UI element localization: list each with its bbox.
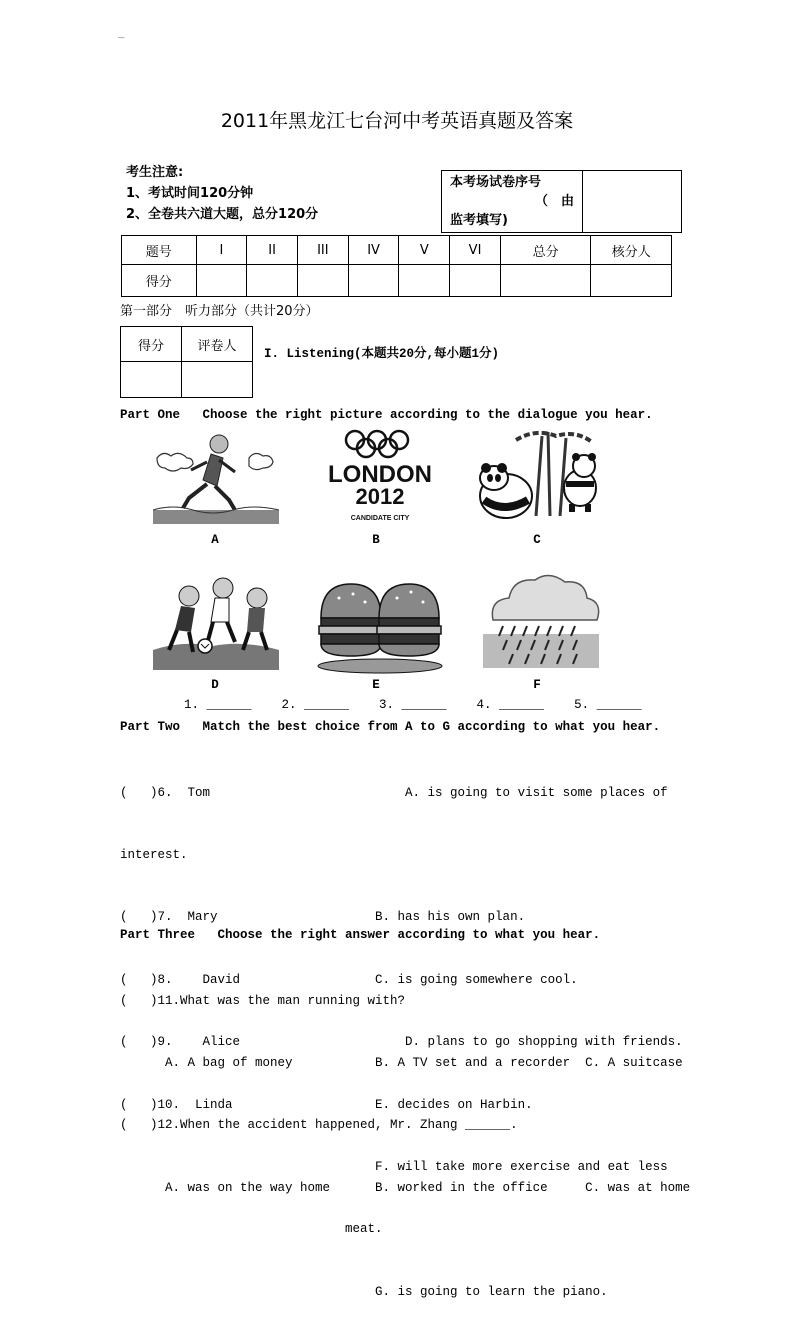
match-line: G. is going to learn the piano. <box>120 1284 608 1299</box>
option-line: A. A bag of money B. A TV set and a recorder C. A suitcase <box>120 1055 683 1070</box>
rain-cloud-icon <box>483 574 609 670</box>
notice-heading: 考生注意: <box>126 165 184 180</box>
grader-score-cell[interactable] <box>121 362 182 398</box>
picture-label: B <box>372 533 380 547</box>
london-2012-logo-icon <box>317 428 443 524</box>
notice-line-1: 1、考试时间120分钟 <box>126 186 254 201</box>
score-input-cell[interactable] <box>450 265 501 297</box>
exam-notice <box>126 162 318 225</box>
picture-label: A <box>211 533 219 547</box>
pandas-bamboo-icon <box>476 426 602 522</box>
kids-soccer-icon <box>153 574 279 670</box>
score-input-cell[interactable] <box>591 265 672 297</box>
serial-label-3: 监考填写) <box>450 213 508 228</box>
picture-label: E <box>372 678 380 692</box>
option-line: A. was on the way home B. worked in the office C. was at home <box>120 1180 691 1195</box>
score-header-cell: V <box>399 236 450 265</box>
grader-table <box>120 326 253 398</box>
score-input-cell[interactable] <box>399 265 450 297</box>
part1-heading: 第一部分 听力部分（共计20分） <box>120 304 319 319</box>
serial-label-cell <box>442 171 583 233</box>
grader-name-header: 评卷人 <box>182 327 253 362</box>
picture-label: C <box>533 533 541 547</box>
answer-blanks[interactable]: 1. ______ 2. ______ 3. ______ 4. ______ 5. ______ <box>184 698 642 712</box>
match-line: ( )9. Alice D. plans to go shopping with friends. <box>120 1035 683 1050</box>
score-header-cell: II <box>247 236 298 265</box>
svg-text:CANDIDATE CITY: CANDIDATE CITY <box>350 515 410 522</box>
corner-mark: _ <box>118 24 125 39</box>
match-line: ( )6. Tom A. is going to visit some places of <box>120 785 668 800</box>
score-row-label: 得分 <box>122 265 197 297</box>
match-line: ( )8. David C. is going somewhere cool. <box>120 972 578 987</box>
score-header-cell: IV <box>348 236 399 265</box>
score-input-cell[interactable] <box>247 265 298 297</box>
match-line: ( )7. Mary B. has his own plan. <box>120 910 526 925</box>
picture-label: F <box>533 678 541 692</box>
part-two-instruction: Part Two Match the best choice from A to G according to what you hear. <box>120 720 661 734</box>
svg-text:2012: 2012 <box>355 484 405 509</box>
score-header-cell: 总分 <box>500 236 590 265</box>
score-header-cell: 题号 <box>122 236 197 265</box>
picture-label: D <box>211 678 219 692</box>
serial-number-box <box>441 170 682 233</box>
svg-text:LONDON: LONDON <box>328 461 432 488</box>
question-line: ( )12.When the accident happened, Mr. Zhang ______. <box>120 1118 518 1133</box>
score-input-cell[interactable] <box>196 265 247 297</box>
score-header-cell: 核分人 <box>591 236 672 265</box>
serial-label-2: （ 由 <box>534 194 574 209</box>
grader-name-cell[interactable] <box>182 362 253 398</box>
page-title: 2011年黑龙江七台河中考英语真题及答案 <box>220 110 574 132</box>
score-input-cell[interactable] <box>500 265 590 297</box>
score-header-cell: III <box>297 236 348 265</box>
score-table <box>121 235 672 297</box>
listening-title: I. Listening(本题共20分,每小题1分) <box>264 347 500 361</box>
score-header-cell: I <box>196 236 247 265</box>
hamburgers-icon <box>317 578 443 674</box>
match-line: F. will take more exercise and eat less <box>120 1159 668 1174</box>
grader-score-header: 得分 <box>121 327 182 362</box>
part-three-items <box>120 949 690 1219</box>
serial-label-1: 本考场试卷序号 <box>450 175 542 190</box>
match-line: ( )10. Linda E. decides on Harbin. <box>120 1097 533 1112</box>
part-three-instruction: Part Three Choose the right answer according to what you hear. <box>120 928 601 942</box>
serial-number-field[interactable] <box>583 171 682 233</box>
score-input-cell[interactable] <box>348 265 399 297</box>
match-line: interest. <box>120 847 188 862</box>
match-line: meat. <box>120 1222 383 1237</box>
notice-line-2: 2、全卷共六道大题，总分120分 <box>126 207 319 222</box>
question-line: ( )11.What was the man running with? <box>120 993 406 1008</box>
part-one-instruction: Part One Choose the right picture according to the dialogue you hear. <box>120 408 653 422</box>
score-header-cell: VI <box>450 236 501 265</box>
running-man-icon <box>153 428 279 524</box>
score-input-cell[interactable] <box>297 265 348 297</box>
